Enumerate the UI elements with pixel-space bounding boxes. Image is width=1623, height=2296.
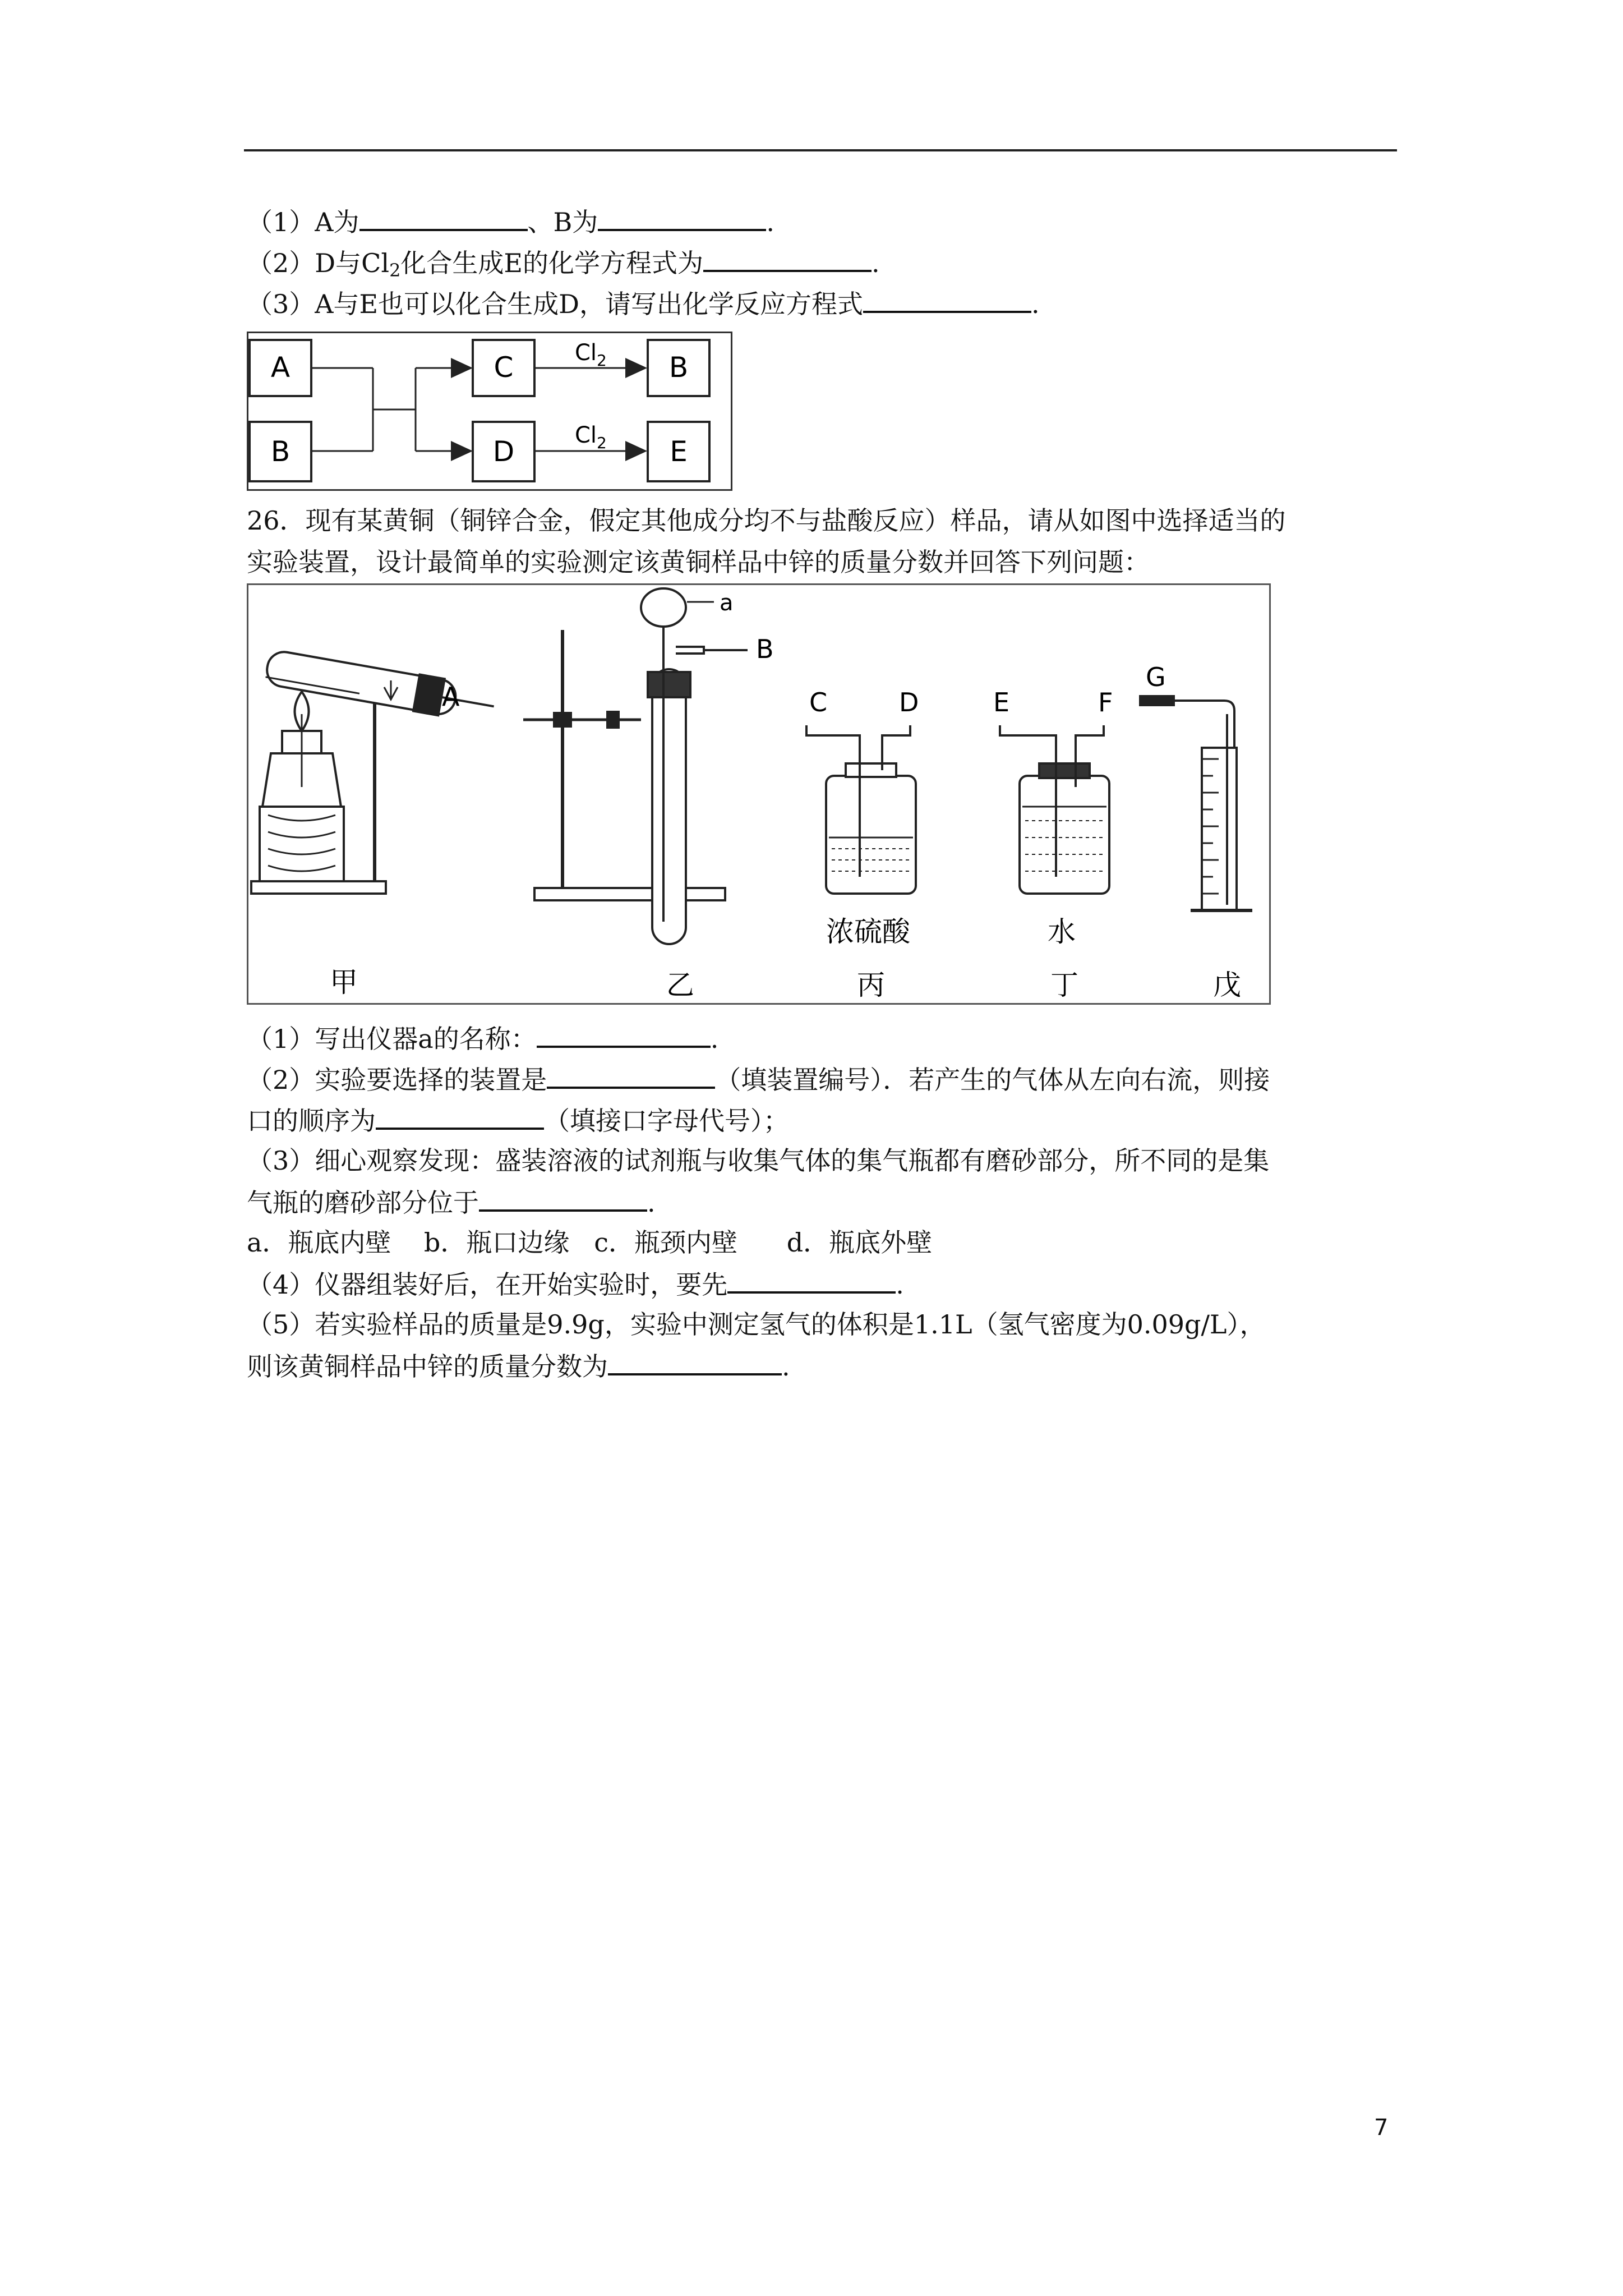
answer-blank-first-step[interactable] — [727, 1267, 896, 1294]
q26-part4 — [247, 1267, 904, 1301]
box-c-label: C — [494, 351, 514, 384]
flow-diagram — [247, 332, 732, 491]
apparatus-name-wu: 戊 — [1213, 969, 1241, 1001]
apparatus-jia — [251, 648, 497, 894]
q26-part5-line2 — [247, 1349, 790, 1383]
apparatus-wu — [1140, 696, 1252, 910]
box-a-label: A — [270, 351, 291, 384]
q26-part2-text: （2）实验要选择的装置是 — [247, 1065, 547, 1095]
q26-intro-line1: 26．现有某黄铜（铜锌合金，假定其他成分均不与盐酸反应）样品，请从如图中选择适当的 — [247, 505, 1286, 536]
q25-part1 — [247, 204, 774, 239]
q26-part4-text: （4）仪器组装好后，在开始实验时，要先 — [247, 1269, 728, 1300]
q25-part3-prefix: （3）A与E也可以化合生成D，请写出化学反应方程式 — [247, 289, 863, 319]
answer-blank-instrument[interactable] — [537, 1021, 711, 1048]
q25-part1-end: . — [766, 207, 774, 237]
label-F: F — [1098, 687, 1113, 717]
box-b-product-label: B — [668, 351, 689, 384]
q25-part3 — [247, 286, 1040, 321]
answer-blank-a[interactable] — [359, 204, 528, 231]
liquid-label-bing: 浓硫酸 — [826, 915, 910, 948]
liquid-label-ding: 水 — [1048, 915, 1076, 948]
flow-diagram-svg — [248, 333, 731, 489]
box-b-label: B — [270, 435, 291, 468]
apparatus-bing — [806, 725, 916, 894]
answer-blank-mass-fraction[interactable] — [608, 1349, 782, 1375]
q26-part1 — [247, 1021, 718, 1056]
page-number: 7 — [1374, 2115, 1389, 2141]
q26-part5-line2-text: 则该黄铜样品中锌的质量分数为 — [247, 1351, 608, 1382]
q26-part1-end: . — [710, 1024, 719, 1054]
q25-part2-prefix: （2）D与Cl — [247, 248, 390, 278]
q26-part3-line1: （3）细心观察发现：盛装溶液的试剂瓶与收集气体的集气瓶都有磨砂部分，所不同的是集 — [247, 1145, 1270, 1176]
apparatus-figure — [247, 583, 1271, 1005]
label-a: a — [720, 590, 734, 616]
q25-part1-prefix: （1）A为 — [247, 207, 359, 237]
arrow-top-label: $Cl_2$ — [575, 340, 607, 370]
answer-blank-location[interactable] — [479, 1185, 647, 1212]
box-e-label: E — [670, 435, 688, 468]
q26-part1-text: （1）写出仪器a的名称： — [247, 1024, 537, 1054]
apparatus-svg — [248, 585, 1269, 1003]
answer-blank-devices[interactable] — [547, 1062, 715, 1089]
box-d-label: D — [492, 435, 515, 468]
label-A: A — [442, 682, 460, 712]
q26-part2 — [247, 1062, 1270, 1097]
q26-part3-line2-text: 气瓶的磨砂部分位于 — [247, 1188, 479, 1218]
q26-part5-line2-end: . — [782, 1351, 790, 1382]
q25-part2 — [247, 245, 880, 287]
apparatus-name-yi: 乙 — [666, 969, 694, 1001]
q26-intro-line2: 实验装置，设计最简单的实验测定该黄铜样品中锌的质量分数并回答下列问题： — [247, 547, 1150, 577]
label-G: G — [1146, 662, 1166, 692]
arrow-bottom-label: $Cl_2$ — [575, 422, 607, 452]
answer-blank-reaction[interactable] — [863, 286, 1031, 313]
answer-blank-order[interactable] — [376, 1103, 544, 1130]
q25-part2-text: 化合生成E的化学方程式为 — [400, 248, 704, 278]
apparatus-name-bing: 丙 — [857, 969, 885, 1001]
q25-part1-middle: 、B为 — [527, 207, 598, 237]
apparatus-ding — [1000, 725, 1109, 894]
q26-part2-text-post: （填装置编号）．若产生的气体从左向右流，则接 — [715, 1065, 1270, 1095]
q26-part2-line2-text: 口的顺序为 — [247, 1106, 376, 1136]
answer-blank-equation[interactable] — [703, 245, 872, 272]
label-D: D — [899, 687, 919, 717]
q26-part2-line2-post: （填接口字母代号）； — [544, 1106, 789, 1136]
label-E: E — [993, 687, 1010, 717]
label-B: B — [756, 634, 774, 664]
answer-blank-b[interactable] — [598, 204, 766, 231]
header-rule — [244, 149, 1397, 151]
q26-part5-line1: （5）若实验样品的质量是9.9g，实验中测定氢气的体积是1.1L（氢气密度为0.09g/L）， — [247, 1309, 1266, 1340]
apparatus-name-jia: 甲 — [330, 966, 358, 999]
q26-part4-end: . — [896, 1269, 904, 1300]
q25-part2-end: . — [872, 248, 880, 278]
q26-part2-line2 — [247, 1103, 789, 1138]
label-C: C — [809, 687, 828, 717]
apparatus-yi — [523, 588, 748, 944]
q25-part2-subscript: 2 — [389, 260, 401, 281]
q26-options: a．瓶底内壁 b．瓶口边缘 c．瓶颈内壁 d．瓶底外壁 — [247, 1227, 933, 1258]
q26-part3-line2 — [247, 1185, 656, 1220]
q25-part3-end: . — [1031, 289, 1040, 319]
apparatus-name-ding: 丁 — [1050, 969, 1078, 1001]
q26-part3-line2-end: . — [647, 1188, 656, 1218]
